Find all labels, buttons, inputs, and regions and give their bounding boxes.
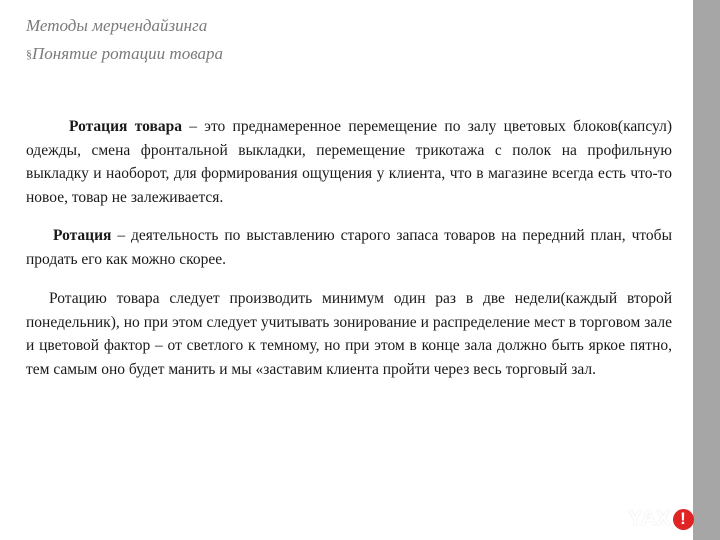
side-decoration-bar: [693, 0, 720, 540]
paragraph-rotation-definition: [26, 115, 672, 209]
paragraph-text: – это преднамеренное перемещение по залу цветовых блоков(капсул) одежды, смена фронтальной выкладки, перемещение трикотажа с полок на профильную выкладку и наоборот, для формирования ощущения у клиента, что в магазине всегда есть что-то новое, товар не залеживается.: [26, 118, 672, 206]
yax-logo: [628, 506, 694, 532]
logo-text: YAX: [628, 507, 671, 530]
term-rotation: Ротация: [53, 227, 112, 244]
term-rotation-of-goods: Ротация товара: [69, 118, 182, 135]
subtitle-text: Понятие ротации товара: [32, 44, 223, 63]
section-bullet-icon: §: [26, 47, 32, 61]
exclamation-icon: !: [673, 509, 694, 530]
paragraph-rotation-activity: [26, 224, 672, 271]
slide-subtitle: [26, 44, 223, 64]
slide-title: Методы мерчендайзинга: [26, 16, 208, 35]
paragraph-text: – деятельность по выставлению старого запаса товаров на передний план, чтобы продать его как можно скорее.: [26, 227, 672, 268]
paragraph-rotation-frequency: Ротацию товара следует производить минимум один раз в две недели(каждый второй понедельник), но при этом следует учитывать зонирование и распределение мест в торговом зале и цветовой фактор – от светлого к темному, но при этом в конце зала должно быть яркое пятно, тем самым оно будет манить и мы «заставим клиента пройти через весь торговый зал.: [26, 290, 672, 378]
